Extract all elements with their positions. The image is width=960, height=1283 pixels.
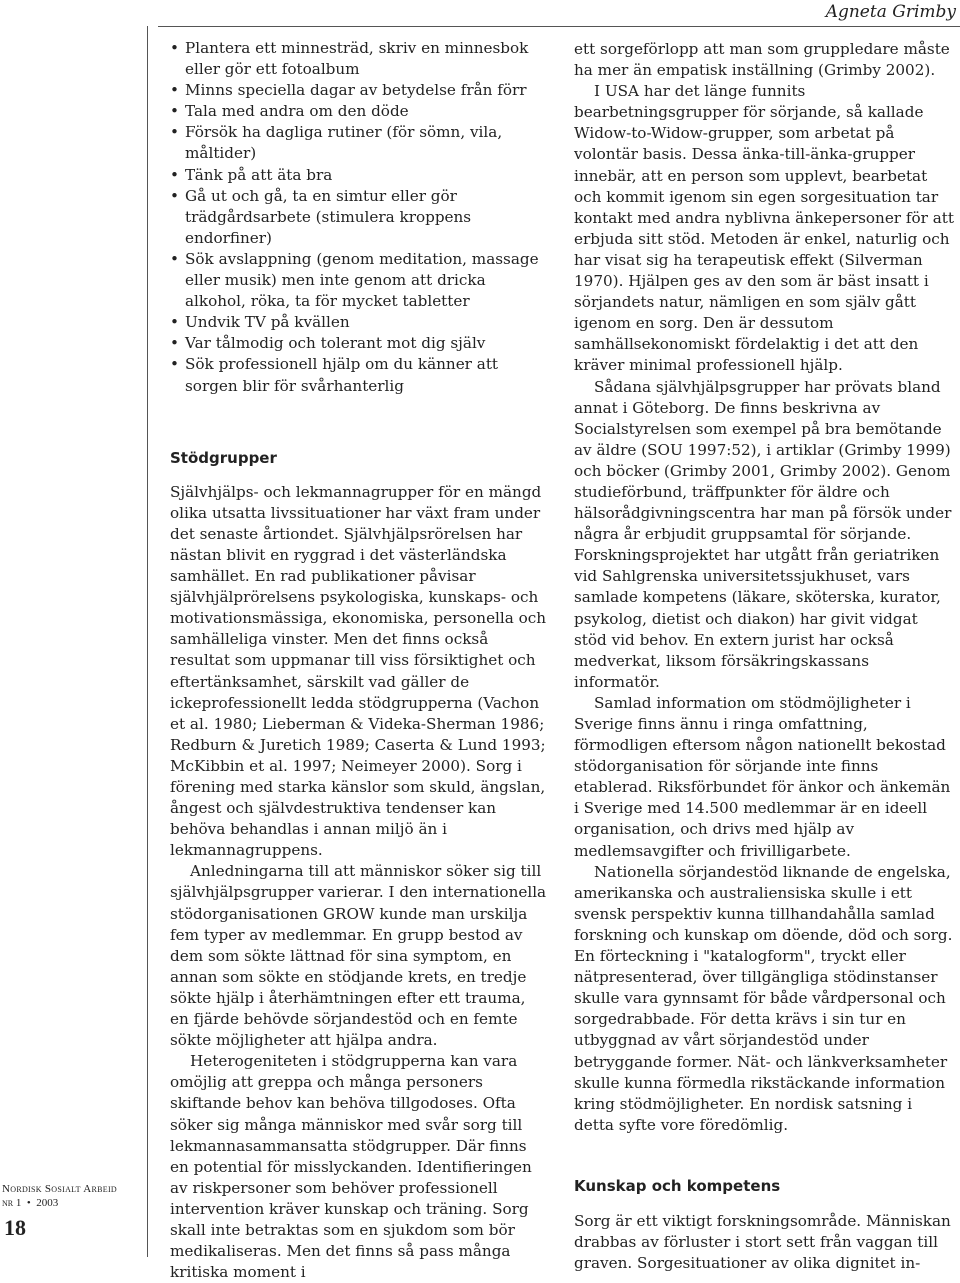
list-item: • Var tålmodig och tolerant mot dig själv: [170, 333, 548, 354]
list-item: • Minns speciella dagar av betydelse från förr: [170, 80, 548, 101]
right-column: [574, 39, 954, 1274]
header-rule: [158, 26, 960, 27]
section-heading-stodgrupper: Stödgrupper: [170, 448, 277, 467]
section-heading-kunskap: Kunskap och kompetens: [574, 1176, 781, 1195]
body-paragraph: Sorg är ett viktigt forskningsområde. Människan drabbas av förluster i stort sett från vaggan till graven. Sorgesituationer av olika dignitet in-: [574, 1211, 951, 1273]
list-item: • Tala med andra om den döde: [170, 101, 548, 122]
body-paragraph: ett sorgeförlopp att man som gruppledare måste ha mer än empatisk inställning (Grimby 2002).: [574, 40, 950, 80]
body-paragraph: Självhjälps- och lekmannagrupper för en mängd olika utsatta livssituationer har växt fram under det senaste årtiondet. Självhjälpsrörelsen har nästan blivit en ryggrad i det västerländska samhället. En rad publikationer påvisar självhjälprörelsens psykologiska, kunskaps- och motivationsmässiga, ekonomiska, personella och samhälleliga vinster. Men det finns också resultat som uppmanar till viss försiktighet och eftertänksamhet, särskilt vad gäller de ickeprofessionellt ledda stödgrupperna (Vachon et al. 1980; Lieberman & Videka-Sherman 1986; Redburn & Juretich 1989; Caserta & Lund 1993; McKibbin et al. 1997; Neimeyer 2000). Sorg i förening med starka känslor som skuld, ängslan, ångest och självdestruktiva tendenser kan behöva behandlas i annan miljö än i lekmannagruppens.: [170, 482, 547, 860]
journal-name: Nordisk Sosialt Arbeid: [2, 1183, 117, 1195]
running-header-author: Agneta Grimby: [825, 2, 956, 22]
left-column: [170, 38, 548, 1283]
list-item: • Tänk på att äta bra: [170, 165, 548, 186]
body-paragraph: I USA har det länge funnits bearbetningsgrupper för sörjande, så kallade Widow-to-Widow-grupper, som arbetat på volontär basis. Dessa änka-till-änka-grupper innebär, att en person som upplevt, bearbetat och kommit igenom sin egen sorgesituation tar kontakt med andra nyblivna änkepersoner för att erbjuda sitt stöd. Metoden är enkel, naturlig och har visat sig ha terapeutisk effekt (Silverman 1970). Hjälpen ges av den som är bäst insatt i sörjandets natur, nämligen en som själv gått igenom en sorg. Den är dessutom samhällsekonomiskt fördelaktig i det att den kräver minimal professionell hjälp.: [574, 82, 955, 375]
body-paragraph: Sådana självhjälpsgrupper har prövats bland annat i Göteborg. De finns beskrivna av Socialstyrelsen som exempel på bra bemötande av äldre (SOU 1997:52), i artiklar (Grimby 1999) och böcker (Grimby 2001, Grimby 2002). Genom studieförbund, träffpunkter för äldre och hälsorådgivningscentra har man på försök under några år erbjudit gruppsamtal för sörjande. Forskningsprojektet har utgått från geriatriken vid Sahlgrenska universitetssjukhuset, vars samlade kompetens (läkare, sköterska, kurator, psykolog, dietist och diakon) har givit vidgat stöd vid behov. En extern jurist har också medverkat, liksom försäkringskassans informatör.: [574, 377, 952, 691]
list-item: • Undvik TV på kvällen: [170, 312, 548, 333]
list-item: • Försök ha dagliga rutiner (för sömn, vila, måltider): [170, 122, 548, 164]
journal-footer: [0, 1183, 147, 1241]
issue-line: nr 1 • 2003: [2, 1197, 59, 1209]
list-item: • Sök professionell hjälp om du känner att sorgen blir för svårhanterlig: [170, 354, 548, 396]
body-paragraph: Nationella sörjandestöd liknande de engelska, amerikanska och australiensiska skulle i ett svensk perspektiv kunna tillhandahålla samlad forskning och kunskap om döende, död och sorg. En förteckning i "katalogform", tryckt eller nätpresenterad, över tillgängliga stödinstanser skulle vara gynnsamt för både vårdpersonal och sorgedrabbade. För detta krävs i sin tur en utbyggnad av vårt sörjandestöd under betryggande former. Nät- och länkverksamheter skulle kunna förmedla rikstäckande information kring stödmöjligheter. En nordisk satsning i detta syfte vore föredömlig.: [574, 862, 953, 1134]
body-paragraph: Anledningarna till att människor söker sig till självhjälpsgrupper varierar. I den internationella stödorganisationen GROW kunde man urskilja fem typer av medlemmar. En grupp bestod av dem som sökte lättnad för sina symptom, en annan som sökte en stödjande krets, en tredje sökte hjälp i återhämtningen efter ett trauma, en fjärde behövde sörjandestöd och en femte sökte möjligheter att hjälpa andra.: [170, 862, 547, 1050]
advice-list: [170, 38, 548, 397]
body-paragraph: Heterogeniteten i stödgrupperna kan vara omöjlig att greppa och många personers skiftande behov kan behöva tillgodoses. Ofta söker sig många människor med svår sorg till lekmannasammansatta stödgrupper. Där finns en potential för misslyckanden. Identifieringen av riskpersoner som behöver professionell intervention kräver kunskap och träning. Sorg skall inte betraktas som en sjukdom som bör medikaliseras. Men det finns så pass många kritiska moment i: [170, 1052, 532, 1282]
margin-rule: [147, 26, 148, 1257]
page-number: 18: [4, 1215, 26, 1240]
body-paragraph: Samlad information om stödmöjligheter i Sverige finns ännu i ringa omfattning, förmodligen eftersom någon nationellt bekostad stödorganisation för sörjande inte finns etablerad. Riksförbundet för änkor och änkemän i Sverige med 14.500 medlemmar är en ideell organisation, och drivs med hjälp av medlemsavgifter och frivilligarbete.: [574, 693, 951, 860]
issue-number: nr 1: [2, 1197, 22, 1209]
list-item: • Plantera ett minnesträd, skriv en minnesbok eller gör ett fotoalbum: [170, 38, 548, 80]
list-item: • Gå ut och gå, ta en simtur eller gör trädgårdsarbete (stimulera kroppens endorfiner): [170, 186, 548, 249]
issue-year: 2003: [36, 1197, 59, 1209]
list-item: • Sök avslappning (genom meditation, massage eller musik) men inte genom att dricka alkohol, röka, ta för mycket tabletter: [170, 249, 548, 312]
